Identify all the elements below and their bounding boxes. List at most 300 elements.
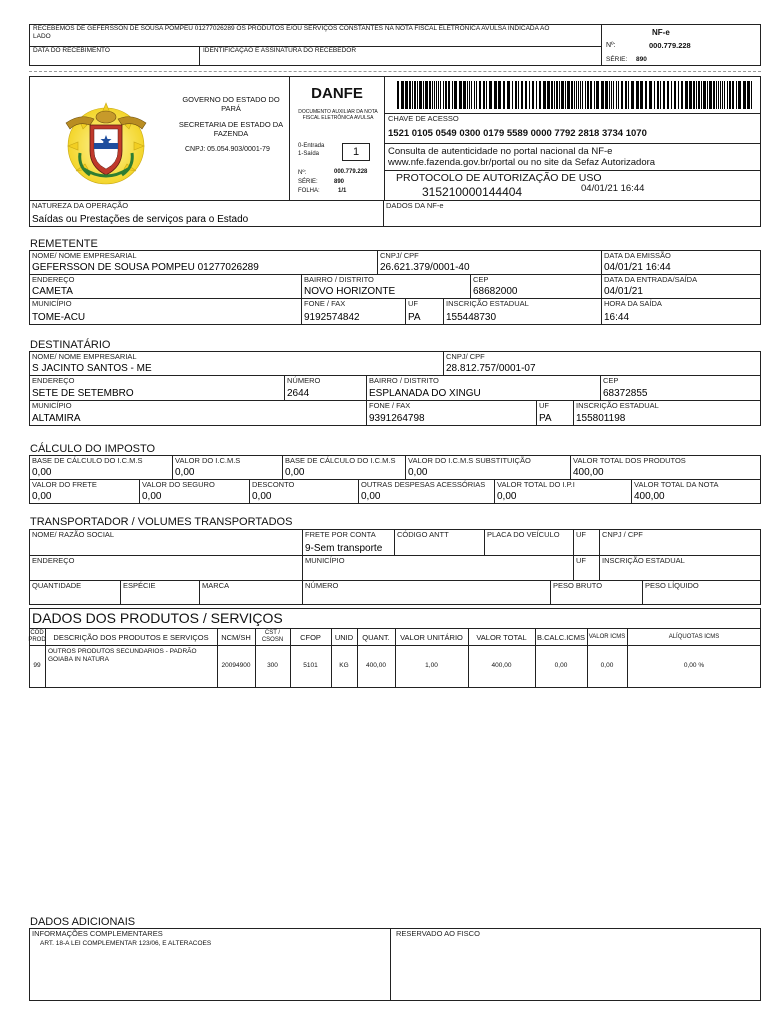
produtos-cell-total: 400,00 — [491, 662, 512, 669]
calc-frete — [29, 479, 140, 504]
barcode-bar — [667, 81, 669, 109]
calc-total-produtos — [570, 455, 761, 480]
danfe-tipo: 1 — [352, 146, 360, 158]
calc-icms-valor: 0,00 — [175, 467, 195, 478]
barcode-bar — [425, 81, 428, 109]
transp-peso-bruto — [550, 580, 643, 605]
danfe-titulo: DANFE — [311, 85, 363, 102]
barcode-bar — [703, 81, 706, 109]
natureza-valor: Saídas ou Prestações de serviços para o Estado — [32, 214, 249, 225]
calc-frete-label: VALOR DO FRETE — [32, 480, 97, 489]
canhoto-serie-label: SÉRIE: — [606, 56, 628, 63]
barcode-bar — [556, 81, 558, 109]
dest-uf-label: UF — [539, 401, 549, 410]
transp-uf2 — [573, 555, 600, 581]
canhoto-numero: 000.779.228 — [649, 41, 691, 50]
barcode-bar — [438, 81, 439, 109]
barcode-bar — [611, 81, 612, 109]
calc-icms-label: VALOR DO I.C.M.S — [175, 456, 241, 465]
dest-bairro — [366, 375, 601, 401]
transp-endereco-label: ENDEREÇO — [32, 556, 75, 565]
barcode-bar — [469, 81, 470, 109]
barcode-bar — [701, 81, 702, 109]
transp-marca — [199, 580, 303, 605]
barcode-bar — [580, 81, 581, 109]
canhoto-nfe-label: NF-e — [652, 28, 670, 37]
danfe-subtitulo: DOCUMENTO AUXILIAR DA NOTA FISCAL ELETRÔNICA AVULSA — [298, 109, 378, 121]
barcode-bar — [405, 81, 408, 109]
produtos-header-cst: CST / CSOSN — [261, 630, 284, 643]
dest-cnpj-label: CNPJ/ CPF — [446, 352, 485, 361]
produtos-header-bc: B.CALC.ICMS — [537, 632, 585, 642]
barcode-bar — [751, 81, 752, 109]
transp-municipio-label: MUNICÍPIO — [305, 556, 345, 565]
barcode-bar — [594, 81, 595, 109]
barcode-bar — [440, 81, 441, 109]
calc-ipi — [494, 479, 632, 504]
rem-municipio-label: MUNICÍPIO — [32, 299, 72, 308]
barcode-bar — [722, 81, 723, 109]
dest-nome-valor: S JACINTO SANTOS - ME — [32, 363, 152, 374]
rem-cep-label: CEP — [473, 275, 489, 284]
barcode-bar — [463, 81, 466, 109]
rem-ie-valor: 155448730 — [446, 312, 497, 323]
produtos-cell-icms: 0,00 — [600, 662, 614, 669]
danfe-tipo-box — [342, 143, 370, 161]
calc-desconto — [249, 479, 359, 504]
barcode-bar — [736, 81, 737, 109]
barcode-bar — [689, 81, 692, 109]
rem-entrada-valor: 04/01/21 — [604, 286, 643, 297]
transp-quantidade-label: QUANTIDADE — [32, 581, 82, 590]
barcode-bar — [554, 81, 555, 109]
rem-bairro-label: BAIRRO / DISTRITO — [304, 275, 374, 284]
produtos-titulo-box — [29, 608, 761, 629]
produtos-cell-ncm: 20094900 — [221, 662, 251, 669]
calc-bc-icms-label: BASE DE CÁLCULO DO I.C.M.S — [32, 456, 143, 465]
transp-cnpj-label: CNPJ / CPF — [602, 530, 643, 539]
produtos-tabela — [29, 628, 761, 688]
rem-ie-label: INSCRIÇÃO ESTADUAL — [446, 299, 529, 308]
canhoto-serie: 890 — [636, 56, 647, 63]
calc-total-nota-valor: 400,00 — [634, 491, 665, 502]
barcode-bar — [716, 81, 717, 109]
barcode-bar — [718, 81, 719, 109]
transp-razao — [29, 529, 303, 556]
rem-fone-valor: 9192574842 — [304, 312, 360, 323]
barcode-bar — [707, 81, 708, 109]
reservado-fisco — [390, 928, 761, 1001]
reservado-fisco-label: RESERVADO AO FISCO — [396, 929, 480, 938]
rem-uf — [405, 298, 444, 325]
barcode-bar — [738, 81, 741, 109]
rem-entrada-label: DATA DA ENTRADA/SAÍDA — [604, 275, 698, 284]
dest-municipio — [29, 400, 367, 426]
barcode-bar — [414, 81, 416, 109]
dest-fone — [366, 400, 537, 426]
rem-fone-label: FONE / FAX — [304, 299, 346, 308]
barcode-bar — [596, 81, 599, 109]
transp-numero-label: NÚMERO — [305, 581, 339, 590]
produtos-cell-cod: 99 — [33, 662, 41, 669]
transp-antt-label: CÓDIGO ANTT — [397, 530, 449, 539]
barcode-bar — [539, 81, 541, 109]
rem-endereco-valor: CAMETA — [32, 286, 73, 297]
dest-municipio-valor: ALTAMIRA — [32, 413, 81, 424]
danfe-folha-label: FOLHA: — [298, 188, 320, 194]
danfe-saida: 1-Saída — [298, 151, 320, 157]
transp-uf-label: UF — [576, 530, 586, 539]
dest-fone-valor: 9391264798 — [369, 413, 425, 424]
calc-seguro-valor: 0,00 — [142, 491, 162, 502]
rem-cnpj — [377, 250, 602, 275]
barcode-bar — [419, 81, 422, 109]
danfe-entrada: 0-Entrada — [298, 143, 325, 149]
barcode-bar — [743, 81, 746, 109]
produtos-header-total: VALOR TOTAL — [476, 632, 527, 642]
dest-ie — [573, 400, 761, 426]
calc-outras — [358, 479, 495, 504]
rem-nome-valor: GEFERSSON DE SOUSA POMPEU 01277026289 — [32, 262, 259, 273]
barcode-bar — [590, 81, 592, 109]
dados-nfe-label: DADOS DA NF-e — [386, 201, 444, 210]
rem-nome-label: NOME/ NOME EMPRESARIAL — [32, 251, 137, 260]
rem-endereco — [29, 274, 302, 299]
rem-cep-valor: 68682000 — [473, 286, 518, 297]
barcode-bar — [429, 81, 431, 109]
calc-ipi-valor: 0,00 — [497, 491, 517, 502]
dest-ie-label: INSCRIÇÃO ESTADUAL — [576, 401, 659, 410]
transp-ie — [599, 555, 761, 581]
barcode-bar — [709, 81, 712, 109]
barcode-bar — [547, 81, 550, 109]
rem-emissao — [601, 250, 761, 275]
transp-numero — [302, 580, 551, 605]
barcode-bar — [565, 81, 566, 109]
calc-total-produtos-valor: 400,00 — [573, 467, 604, 478]
rem-emissao-valor: 04/01/21 16:44 — [604, 262, 671, 273]
protocolo-numero: 315210000144404 — [422, 185, 523, 199]
emitente-secretaria: SECRETARIA DE ESTADO DA FAZENDA — [178, 120, 284, 138]
dest-nome — [29, 351, 444, 376]
produtos-cell-unit: 1,00 — [425, 662, 438, 669]
barcode-bar — [729, 81, 731, 109]
dest-endereco — [29, 375, 285, 401]
barcode-bar — [713, 81, 715, 109]
rem-endereco-label: ENDEREÇO — [32, 275, 75, 284]
barcode-bar — [448, 81, 450, 109]
barcode-bar — [486, 81, 487, 109]
barcode-bar — [559, 81, 560, 109]
calc-icms-st-valor: 0,00 — [408, 467, 428, 478]
produtos-cell-cst: 300 — [267, 662, 278, 669]
pa-coat-of-arms-icon — [50, 91, 162, 191]
produtos-header-icms: VALOR ICMS — [588, 633, 626, 640]
emitente-box — [29, 76, 290, 201]
emitente-governo: GOVERNO DO ESTADO DO PARÁ — [182, 95, 280, 113]
barcode-bar — [574, 81, 575, 109]
dest-bairro-label: BAIRRO / DISTRITO — [369, 376, 439, 385]
rem-cep — [470, 274, 602, 299]
danfe-folha: 1/1 — [338, 188, 347, 194]
barcode-bar — [747, 81, 750, 109]
dest-cnpj — [443, 351, 761, 376]
natureza-box — [29, 200, 384, 227]
calc-icms-st-label: VALOR DO I.C.M.S SUBSTITUIÇÃO — [408, 456, 531, 465]
calc-icms — [172, 455, 283, 480]
barcode-bar — [436, 81, 437, 109]
identificacao-label: IDENTIFICAÇÃO E ASSINATURA DO RECEBEDOR — [203, 47, 357, 54]
destinatario-titulo: DESTINATÁRIO — [30, 339, 111, 351]
barcode-bar — [409, 81, 411, 109]
barcode-bar — [601, 81, 604, 109]
barcode-bar — [585, 81, 586, 109]
barcode-bar — [649, 81, 652, 109]
produtos-header-cod: CÓD PROD — [28, 630, 46, 643]
transp-placa — [484, 529, 574, 556]
info-complementares-texto: ART. 18-A LEI COMPLEMENTAR 123/06, E ALTERACOES — [40, 940, 212, 947]
barcode-bar — [512, 81, 513, 109]
adicionais-titulo: DADOS ADICIONAIS — [30, 916, 136, 928]
dest-numero — [284, 375, 367, 401]
barcode-bar — [605, 81, 608, 109]
danfe-numero: 000.779.228 — [334, 169, 368, 175]
produtos-cell-aliq: 0,00 % — [683, 662, 705, 669]
calc-outras-label: OUTRAS DESPESAS ACESSÓRIAS — [361, 480, 486, 489]
transp-frete — [302, 529, 395, 556]
barcode-bar — [454, 81, 457, 109]
dest-fone-label: FONE / FAX — [369, 401, 411, 410]
transp-ie-label: INSCRIÇÃO ESTADUAL — [602, 556, 685, 565]
dest-uf-valor: PA — [539, 413, 552, 424]
barcode-bar — [529, 81, 530, 109]
produtos-header-unid: UNID — [334, 632, 354, 642]
calc-ipi-label: VALOR TOTAL DO I.P.I — [497, 480, 575, 489]
transp-razao-label: NOME/ RAZÃO SOCIAL — [32, 530, 115, 539]
dest-ie-valor: 155801198 — [576, 413, 626, 424]
calc-total-nota — [631, 479, 761, 504]
transp-cnpj — [599, 529, 761, 556]
transp-antt — [394, 529, 485, 556]
transp-placa-label: PLACA DO VEÍCULO — [487, 530, 560, 539]
rem-bairro — [301, 274, 471, 299]
barcode — [397, 81, 752, 109]
transp-frete-valor: 9-Sem transporte — [305, 543, 383, 554]
data-recebimento-label: DATA DO RECEBIMENTO — [33, 47, 110, 54]
barcode-bar — [434, 81, 435, 109]
calc-bc-icms — [29, 455, 173, 480]
chave-acesso-label: CHAVE DE ACESSO — [388, 114, 459, 123]
transp-peso-liquido — [642, 580, 761, 605]
rem-municipio — [29, 298, 302, 325]
canhoto-recebimento — [29, 24, 602, 47]
barcode-bar — [567, 81, 570, 109]
rem-bairro-valor: NOVO HORIZONTE — [304, 286, 396, 297]
barcode-bar — [698, 81, 700, 109]
calc-desconto-label: DESCONTO — [252, 480, 295, 489]
barcode-bar — [616, 81, 617, 109]
calc-icms-st — [405, 455, 571, 480]
danfe-serie-label: SÉRIE: — [298, 179, 318, 185]
produtos-header-desc: DESCRIÇÃO DOS PRODUTOS E SERVIÇOS — [53, 632, 209, 642]
calc-frete-valor: 0,00 — [32, 491, 52, 502]
produtos-header-cfop: CFOP — [300, 632, 321, 642]
transp-uf2-label: UF — [576, 556, 586, 565]
barcode-bar — [674, 81, 676, 109]
produtos-titulo: DADOS DOS PRODUTOS / SERVIÇOS — [32, 610, 283, 626]
calc-seguro-label: VALOR DO SEGURO — [142, 480, 215, 489]
dest-cnpj-valor: 28.812.757/0001-07 — [446, 363, 536, 374]
barcode-bar — [685, 81, 688, 109]
dest-numero-label: NÚMERO — [287, 376, 321, 385]
barcode-bar — [467, 81, 468, 109]
barcode-bar — [561, 81, 564, 109]
protocolo-data: 04/01/21 16:44 — [581, 183, 645, 194]
danfe-numero-label: Nº: — [298, 170, 307, 176]
barcode-box — [384, 76, 761, 114]
produtos-cell-unid: KG — [339, 662, 349, 669]
barcode-bar — [412, 81, 413, 109]
barcode-bar — [640, 81, 643, 109]
barcode-bar — [494, 81, 497, 109]
dest-numero-valor: 2644 — [287, 388, 310, 399]
barcode-bar — [613, 81, 614, 109]
calc-desconto-valor: 0,00 — [252, 491, 272, 502]
produtos-header-unit: VALOR UNITÁRIO — [400, 632, 463, 642]
dados-nfe-box — [383, 200, 761, 227]
produtos-cell-cfop: 5101 — [303, 662, 318, 669]
barcode-bar — [663, 81, 665, 109]
dest-municipio-label: MUNICÍPIO — [32, 401, 72, 410]
barcode-bar — [445, 81, 447, 109]
rem-ie — [443, 298, 602, 325]
protocolo-label: PROTOCOLO DE AUTORIZAÇÃO DE USO — [396, 172, 602, 184]
barcode-bar — [459, 81, 462, 109]
dest-uf — [536, 400, 574, 426]
natureza-label: NATUREZA DA OPERAÇÃO — [32, 201, 129, 210]
dest-endereco-label: ENDEREÇO — [32, 376, 75, 385]
barcode-bar — [582, 81, 583, 109]
produtos-cell-quant: 400,00 — [366, 662, 386, 669]
barcode-bar — [503, 81, 505, 109]
transp-quantidade — [29, 580, 121, 605]
barcode-bar — [476, 81, 477, 109]
barcode-bar — [452, 81, 453, 109]
dest-cep-label: CEP — [603, 376, 619, 385]
canhoto-data-recebimento — [29, 46, 200, 66]
consulta-texto: Consulta de autenticidade no portal nacional da NF-e — [388, 146, 613, 157]
barcode-bar — [727, 81, 728, 109]
calc-bc-icms-valor: 0,00 — [32, 467, 52, 478]
calculo-titulo: CÁLCULO DO IMPOSTO — [30, 443, 156, 455]
barcode-bar — [432, 81, 433, 109]
barcode-bar — [578, 81, 579, 109]
barcode-bar — [423, 81, 424, 109]
rem-uf-label: UF — [408, 299, 418, 308]
barcode-bar — [536, 81, 537, 109]
transp-especie-label: ESPÉCIE — [123, 581, 156, 590]
barcode-bar — [681, 81, 683, 109]
rem-hora — [601, 298, 761, 325]
barcode-bar — [636, 81, 639, 109]
barcode-bar — [609, 81, 610, 109]
barcode-bar — [628, 81, 629, 109]
rem-cnpj-label: CNPJ/ CPF — [380, 251, 419, 260]
barcode-bar — [576, 81, 577, 109]
dest-endereco-valor: SETE DE SETEMBRO — [32, 388, 134, 399]
canhoto-nfe — [601, 24, 761, 66]
consulta-url: www.nfe.fazenda.gov.br/portal ou no site da Sefaz Autorizadora — [388, 157, 656, 168]
barcode-bar — [479, 81, 481, 109]
barcode-bar — [532, 81, 534, 109]
canhoto-texto: RECEBEMOS DE GEFERSSON DE SOUSA POMPEU 01277026289 OS PRODUTOS E/OU SERVIÇOS CONSTANTES NA NOTA FISCAL ELETRÔNICA AVULSA INDICADA AO LADO — [33, 25, 550, 40]
calc-bc-st-label: BASE DE CÁLCULO DO I.C.M.S — [285, 456, 396, 465]
barcode-bar — [720, 81, 721, 109]
transportador-titulo: TRANSPORTADOR / VOLUMES TRANSPORTADOS — [30, 516, 293, 528]
rem-fone — [301, 298, 406, 325]
produtos-cell-desc: OUTROS PRODUTOS SECUNDARIOS - PADRÃO GOIABA IN NATURA — [48, 648, 197, 663]
barcode-bar — [443, 81, 444, 109]
barcode-bar — [631, 81, 634, 109]
rem-hora-label: HORA DA SAÍDA — [604, 299, 662, 308]
chave-acesso-box — [384, 113, 761, 144]
barcode-bar — [621, 81, 623, 109]
barcode-bar — [645, 81, 647, 109]
barcode-bar — [483, 81, 485, 109]
rem-entrada — [601, 274, 761, 299]
barcode-bar — [518, 81, 519, 109]
rem-hora-valor: 16:44 — [604, 312, 630, 323]
barcode-bar — [654, 81, 655, 109]
calc-bc-st — [282, 455, 406, 480]
rem-emissao-label: DATA DA EMISSÃO — [604, 251, 671, 260]
dest-bairro-valor: ESPLANADA DO XINGU — [369, 388, 481, 399]
canhoto-numero-label: Nº: — [606, 42, 616, 49]
dest-nome-label: NOME/ NOME EMPRESARIAL — [32, 352, 137, 361]
transp-peso-bruto-label: PESO BRUTO — [553, 581, 603, 590]
barcode-bar — [401, 81, 404, 109]
calc-bc-st-valor: 0,00 — [285, 467, 305, 478]
remetente-titulo: REMETENTE — [30, 238, 98, 250]
rem-municipio-valor: TOME-ACU — [32, 312, 86, 323]
calc-outras-valor: 0,00 — [361, 491, 381, 502]
produtos-cell-bc: 0,00 — [554, 662, 568, 669]
barcode-bar — [417, 81, 418, 109]
info-complementares-label: INFORMAÇÕES COMPLEMENTARES — [32, 929, 163, 938]
barcode-bar — [587, 81, 589, 109]
emitente-cnpj: CNPJ: 05.054.903/0001-79 — [185, 146, 270, 153]
calc-total-produtos-label: VALOR TOTAL DOS PRODUTOS — [573, 456, 686, 465]
barcode-bar — [678, 81, 679, 109]
info-complementares — [29, 928, 391, 1001]
barcode-bar — [660, 81, 661, 109]
produtos-header-aliq: ALÍQUOTAS ICMS — [668, 633, 720, 640]
danfe-box — [289, 76, 385, 201]
barcode-bar — [507, 81, 510, 109]
calc-seguro — [139, 479, 250, 504]
barcode-bar — [521, 81, 523, 109]
danfe-serie: 890 — [334, 179, 345, 185]
transp-municipio — [302, 555, 574, 581]
barcode-bar — [551, 81, 553, 109]
barcode-bar — [471, 81, 472, 109]
transp-uf — [573, 529, 600, 556]
barcode-bar — [618, 81, 619, 109]
produtos-header-ncm: NCM/SH — [221, 632, 251, 642]
barcode-bar — [474, 81, 475, 109]
barcode-bar — [489, 81, 492, 109]
transp-peso-liquido-label: PESO LÍQUIDO — [645, 581, 699, 590]
